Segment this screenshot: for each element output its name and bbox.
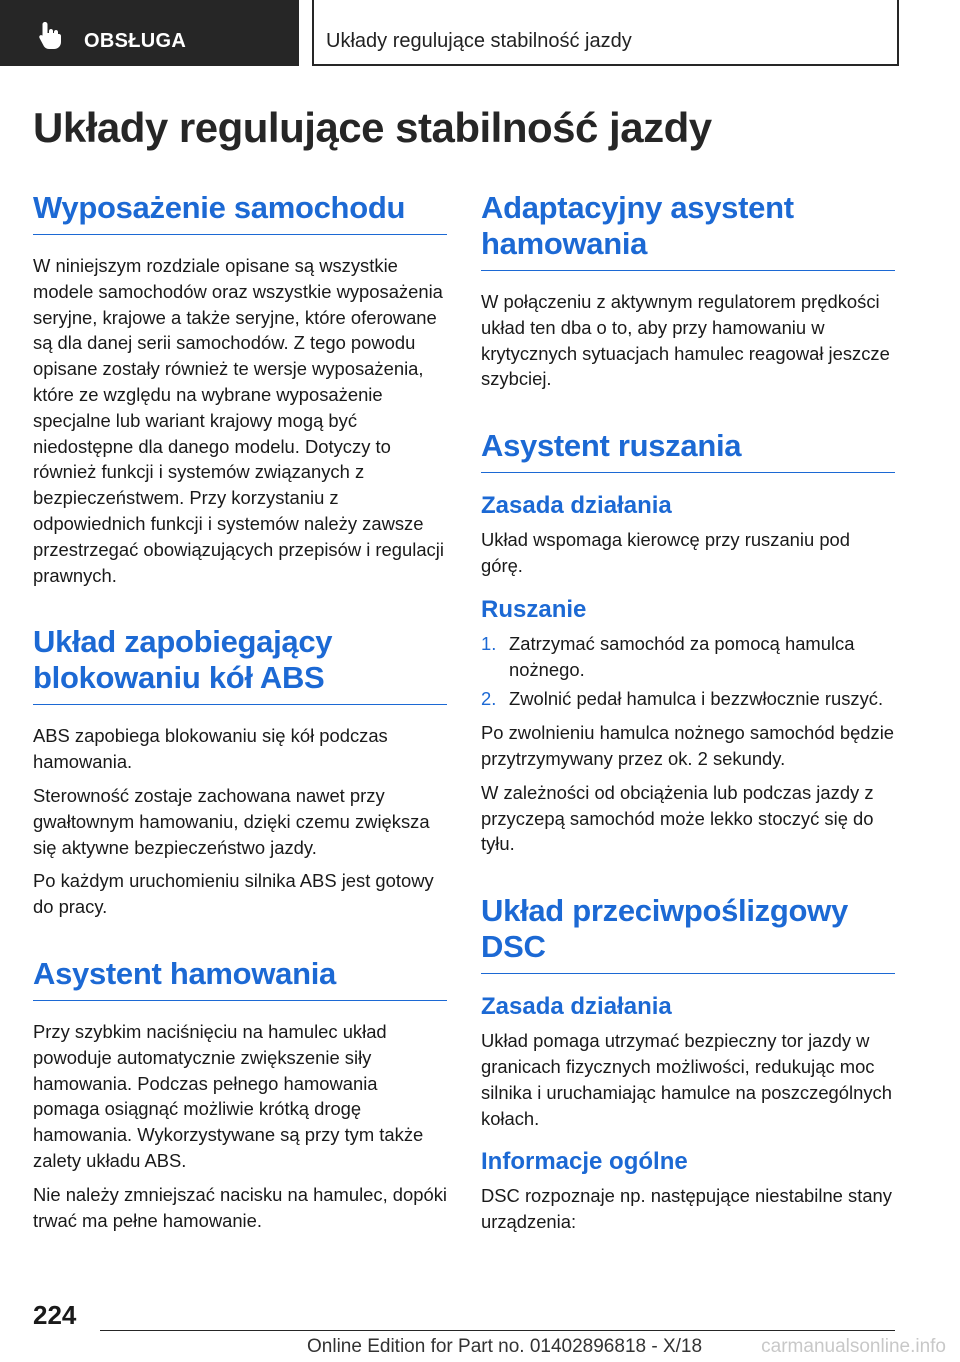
page-number: 224	[33, 1300, 77, 1330]
heading-brake-assist: Asystent hamowania	[33, 956, 447, 1001]
dsc-general	[481, 1147, 895, 1235]
brake-assist-paragraph-1: Przy szybkim naciśnięciu na hamulec układ powoduje automatycznie zwiększenie siły hamowania. Podczas pełnego hamowania pomaga osiągnąć możliwie krótką drogę hamowania. Wykorzystywane są przy tym także zalety układu ABS.	[33, 1020, 424, 1171]
section-dsc	[481, 893, 895, 1235]
abs-paragraph-1: ABS zapobiega blokowaniu się kół podczas hamowania.	[33, 725, 388, 773]
abs-paragraph-3: Po każdym uruchomieniu silnika ABS jest gotowy do pracy.	[33, 870, 434, 918]
heading-hill-start: Asystent ruszania	[481, 428, 895, 473]
equipment-paragraph: W niniejszym rozdziale opisane są wszystkie modele samochodów oraz wszystkie wyposażenia seryjne, krajowe a także seryjne, które oferowane są dla danej serii samochodów. Z tego powodu opisane zostały również te wersje wyposażenia, które ze względu na wybrane wyposażenie specjalne lub wariant krajowy mogą być niedostępne dla danego modelu. Dotyczy to również funkcji i systemów związanych z bezpieczeństwem. Przy korzystaniu z odpowiednich funkcji i systemów należy zawsze przestrzegać obowiązujących przepisów i regulacji prawnych.	[33, 255, 444, 586]
section-equipment	[33, 190, 447, 588]
heading-dsc: Układ przeciwpoślizgowy DSC	[481, 893, 895, 974]
heading-hill-start-principle: Zasada działania	[481, 492, 672, 520]
footer-edition: Online Edition for Part no. 01402896818 - X/18	[307, 1336, 703, 1357]
hill-start-paragraph-1: Po zwolnieniu hamulca nożnego samochód będzie przytrzymywany przez ok. 2 sekundy.	[481, 722, 895, 769]
step-text: Zatrzymać samochód za pomocą hamulca nożnego.	[509, 632, 855, 680]
section-hill-start	[481, 428, 895, 857]
dsc-principle-text: Układ pomaga utrzymać bezpieczny tor jazdy w granicach fizycznych możliwości, redukując moc silnika i uruchamiając hamulce na poszczególnych kołach.	[481, 1030, 892, 1129]
heading-adaptive-brake: Adaptacyjny asystent hamowania	[481, 190, 895, 271]
list-item	[481, 631, 895, 683]
section-adaptive-brake	[481, 190, 895, 392]
dsc-general-text: DSC rozpoznaje np. następujące niestabilne stany urządzenia:	[481, 1185, 892, 1233]
footer-divider	[100, 1330, 895, 1331]
page-title: Układy regulujące stabilność jazdy	[33, 104, 712, 151]
header-section-box	[312, 0, 899, 66]
step-text: Zwolnić pedał hamulca i bezzwłocznie ruszyć.	[509, 688, 884, 710]
chapter-label: OBSŁUGA	[84, 30, 187, 52]
hand-pointer-icon	[36, 20, 64, 50]
heading-abs: Układ zapobiegający blokowaniu kół ABS	[33, 624, 447, 705]
dsc-principle	[481, 992, 895, 1131]
watermark: carmanualsonline.info	[761, 1336, 946, 1357]
abs-paragraph-2: Sterowność zostaje zachowana nawet przy gwałtownym hamowaniu, dzięki czemu zwiększa się aktywne bezpieczeństwo jazdy.	[33, 784, 430, 858]
list-item	[481, 686, 895, 712]
section-abs	[33, 624, 447, 920]
header-section-title: Układy regulujące stabilność jazdy	[326, 30, 632, 52]
right-column	[481, 190, 895, 1271]
step-number: 1.	[481, 632, 497, 654]
hill-start-principle-text: Układ wspomaga kierowcę przy ruszaniu pod górę.	[481, 529, 851, 576]
heading-equipment: Wyposażenie samochodu	[33, 190, 447, 235]
section-brake-assist	[33, 956, 447, 1233]
chapter-tab	[0, 0, 299, 66]
hill-start-procedure	[481, 595, 895, 857]
step-number: 2.	[481, 688, 497, 710]
heading-dsc-general: Informacje ogólne	[481, 1148, 688, 1176]
start-steps-list	[481, 631, 895, 712]
heading-dsc-principle: Zasada działania	[481, 993, 672, 1021]
heading-start-procedure: Ruszanie	[481, 595, 587, 623]
brake-assist-paragraph-2: Nie należy zmniejszać nacisku na hamulec, dopóki trwać ma pełne hamowanie.	[33, 1183, 447, 1231]
left-column	[33, 190, 447, 1269]
adaptive-brake-paragraph: W połączeniu z aktywnym regulatorem prędkości układ ten dba o to, aby przy hamowaniu w krytycznych sytuacjach hamulec reagował jeszcze szybciej.	[481, 291, 890, 390]
hill-start-paragraph-2: W zależności od obciążenia lub podczas jazdy z przyczepą samochód może lekko stoczyć się do tyłu.	[481, 781, 874, 855]
hill-start-principle	[481, 491, 895, 579]
